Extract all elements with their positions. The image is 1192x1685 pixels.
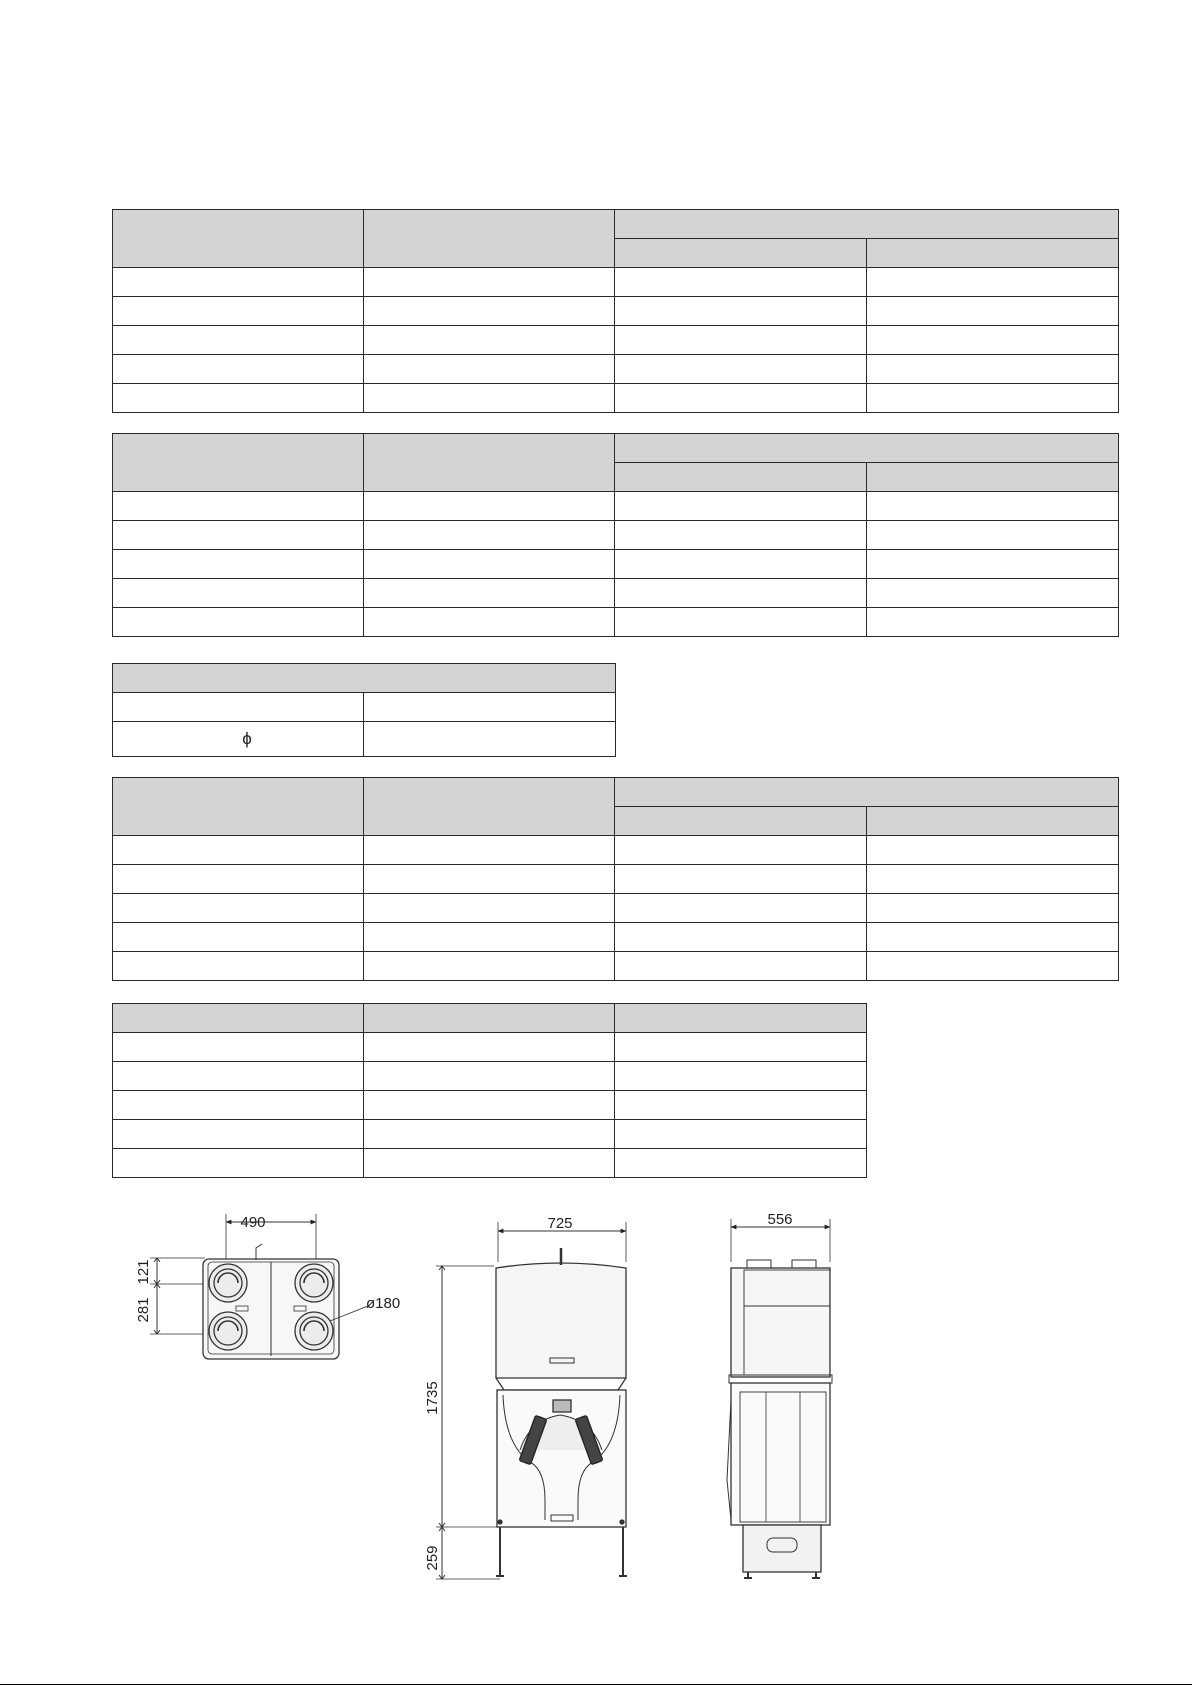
front-view-drawing bbox=[436, 1222, 627, 1579]
duct-diameter-label: ø180 bbox=[366, 1295, 401, 1312]
dim-121: 121 bbox=[135, 1259, 152, 1285]
dim-556: 556 bbox=[767, 1211, 793, 1228]
dim-259: 259 bbox=[424, 1545, 441, 1571]
diameter-symbol: ϕ bbox=[113, 722, 364, 757]
dim-281: 281 bbox=[135, 1297, 152, 1323]
side-view-drawing bbox=[727, 1219, 832, 1578]
dim-490: 490 bbox=[240, 1214, 266, 1231]
top-view-drawing bbox=[150, 1214, 368, 1359]
dim-1735: 1735 bbox=[424, 1381, 441, 1415]
dim-725: 725 bbox=[547, 1215, 573, 1232]
